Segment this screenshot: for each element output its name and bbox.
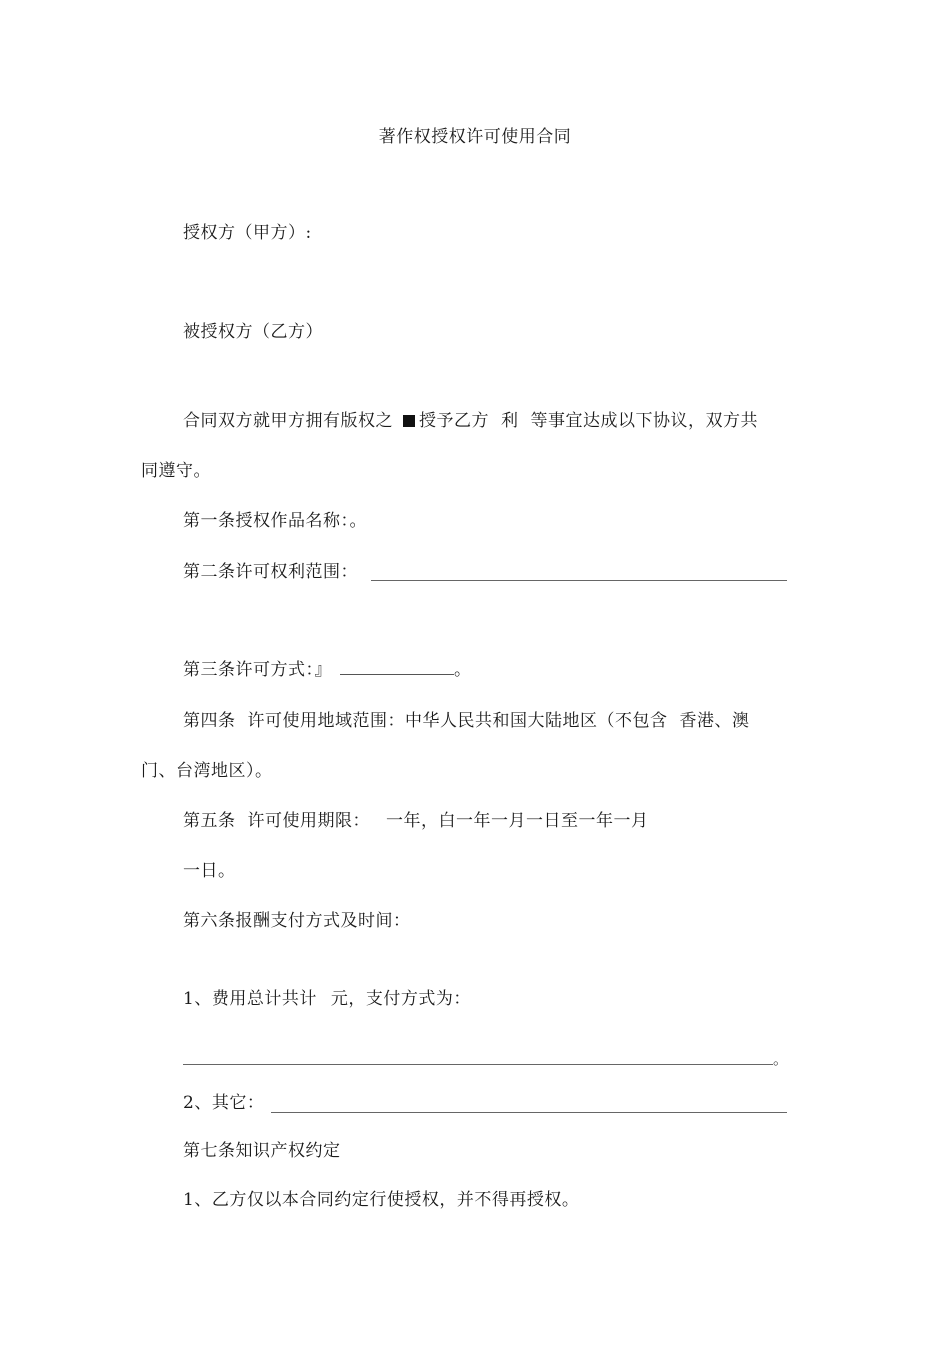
article-6-item-1-part-1: 1、费用总计共计 xyxy=(183,989,317,1009)
article-5-label: 第五条 xyxy=(183,811,236,831)
article-7: 第七条知识产权约定 xyxy=(183,1141,341,1161)
article-6-item-1-part-2: 元，支付方式为： xyxy=(330,989,471,1009)
preamble-part-4: 等事宜达成以下协议，双方共 xyxy=(530,411,758,431)
article-4-line-2: 门、台湾地区）。 xyxy=(141,761,273,781)
preamble-line-1 xyxy=(183,410,758,432)
article-4-line-1 xyxy=(183,710,750,732)
preamble-line-2: 同遵守。 xyxy=(141,461,211,481)
article-6-item-1 xyxy=(183,988,471,1010)
article-5-line-2: 一日。 xyxy=(183,861,236,881)
article-3-label: 第三条许可方式：』 xyxy=(183,660,332,680)
article-4-label: 第四条 xyxy=(183,711,236,731)
article-6-item-2-blank xyxy=(271,1111,787,1113)
article-4-text-2: 香港、澳 xyxy=(679,711,750,731)
party-b-label: 被授权方（乙方） xyxy=(183,322,323,342)
article-5-line-1 xyxy=(183,810,649,832)
preamble-part-3: 利 xyxy=(501,411,519,431)
article-6: 第六条报酬支付方式及时间： xyxy=(183,911,411,931)
preamble-part-2: 授予乙方 xyxy=(419,411,489,431)
article-3-blank xyxy=(340,658,454,675)
black-square-icon xyxy=(403,415,415,427)
article-5-text: 一年，白一年一月一日至一年一月 xyxy=(386,811,649,831)
article-1: 第一条授权作品名称：。 xyxy=(183,511,367,531)
article-6-item-1-end: 。 xyxy=(773,1050,789,1068)
article-4-text: 许可使用地域范围：中华人民共和国大陆地区（不包含 xyxy=(247,711,668,731)
preamble-part-1: 合同双方就甲方拥有版权之 xyxy=(183,411,393,431)
article-6-item-2-label: 2、其它： xyxy=(183,1093,265,1113)
article-5-term: 许可使用期限： xyxy=(247,811,370,831)
document-title: 著作权授权许可使用合同 xyxy=(378,127,572,147)
party-a-label: 授权方（甲方）: xyxy=(183,223,312,243)
article-3 xyxy=(183,658,472,681)
article-6-item-1-blank xyxy=(183,1063,773,1065)
article-2-label: 第二条许可权利范围： xyxy=(183,562,358,582)
article-7-item-1: 1、乙方仅以本合同约定行使授权，并不得再授权。 xyxy=(183,1190,580,1210)
article-3-end: 。 xyxy=(454,660,472,680)
article-2-blank xyxy=(371,579,787,581)
